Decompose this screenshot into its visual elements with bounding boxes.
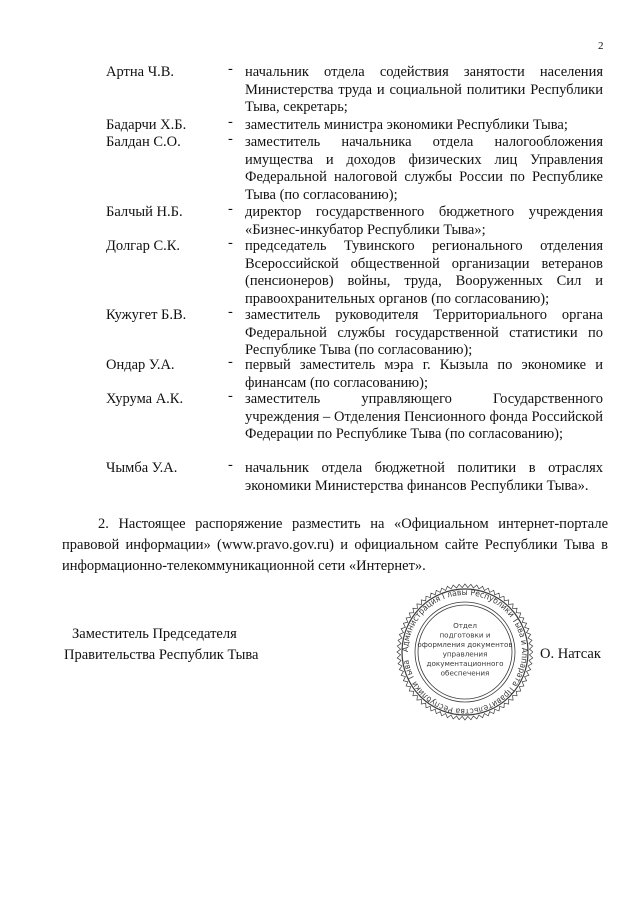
seal-center-text: оформления документов <box>417 640 513 649</box>
member-name: Долгар С.К. <box>106 238 181 254</box>
signer-position-line: Заместитель Председателя <box>72 626 237 642</box>
member-role: заместитель министра экономики Республики Тыва; <box>245 117 568 133</box>
seal-center-text: документационного <box>426 659 504 668</box>
member-role: заместитель начальника отдела налогообложения имущества и доходов физических лиц Управления Федеральной налоговой службы России по Республике Тыва (по согласованию); <box>245 134 603 203</box>
member-role: начальник отдела содействия занятости населения Министерства труда и социальной политики Республики Тыва, секретарь; <box>245 64 603 115</box>
member-dash: - <box>228 61 233 77</box>
member-dash: - <box>228 304 233 320</box>
page-number: 2 <box>598 40 604 52</box>
member-role: первый заместитель мэра г. Кызыла по экономике и финансам (по согласованию); <box>245 357 603 391</box>
official-seal <box>395 582 535 722</box>
seal-center-text: обеспечения <box>440 668 490 678</box>
member-name: Ондар У.А. <box>106 357 175 373</box>
member-role: заместитель управляющего Государственного учреждения – Отделения Пенсионного фонда Российской Федерации по Республике Тыва (по согласованию); <box>245 391 603 442</box>
member-dash: - <box>228 457 233 473</box>
member-role: начальник отдела бюджетной политики в отраслях экономики Министерства финансов Республики Тыва». <box>245 460 603 494</box>
seal-center-text: управления <box>442 649 488 659</box>
member-name: Бадарчи Х.Б. <box>106 117 187 133</box>
signer-position-line: Правительства Республик Тыва <box>64 647 259 663</box>
seal-center-text: Отдел <box>453 621 477 630</box>
member-role: председатель Тувинского регионального отделения Всероссийской общественной организации ветеранов (пенсионеров) войны, труда, Вооруженных Сил и правоохранительных органов (по согласованию); <box>245 238 603 307</box>
seal-center-text: подготовки и <box>439 630 491 640</box>
member-name: Чымба У.А. <box>106 460 178 476</box>
member-dash: - <box>228 354 233 370</box>
member-name: Хурума А.К. <box>106 391 184 407</box>
member-name: Балдан С.О. <box>106 134 181 150</box>
member-name: Кужугет Б.В. <box>106 307 187 323</box>
member-role: директор государственного бюджетного учреждения «Бизнес-инкубатор Республики Тыва»; <box>245 204 603 238</box>
seal-ring-text: Администрация Главы Республики Тыва и Аппарата Правительства Республики Тыва <box>399 586 531 718</box>
member-name: Балчый Н.Б. <box>106 204 183 220</box>
member-dash: - <box>228 131 233 147</box>
member-dash: - <box>228 201 233 217</box>
member-dash: - <box>228 114 233 130</box>
member-name: Артна Ч.В. <box>106 64 175 80</box>
member-dash: - <box>228 388 233 404</box>
member-dash: - <box>228 235 233 251</box>
signer-position <box>64 624 258 666</box>
member-role: заместитель руководителя Территориального органа Федеральной службы государственной статистики по Республике Тыва (по согласованию); <box>245 307 603 358</box>
publication-paragraph: 2. Настоящее распоряжение разместить на «Официальном интернет-портале правовой информации» (www.pravo.gov.ru) и официальном сайте Республики Тыва в информационно-телекоммуникационной сети «Интернет». <box>62 516 608 574</box>
signer-name: О. Натсак <box>540 646 601 662</box>
